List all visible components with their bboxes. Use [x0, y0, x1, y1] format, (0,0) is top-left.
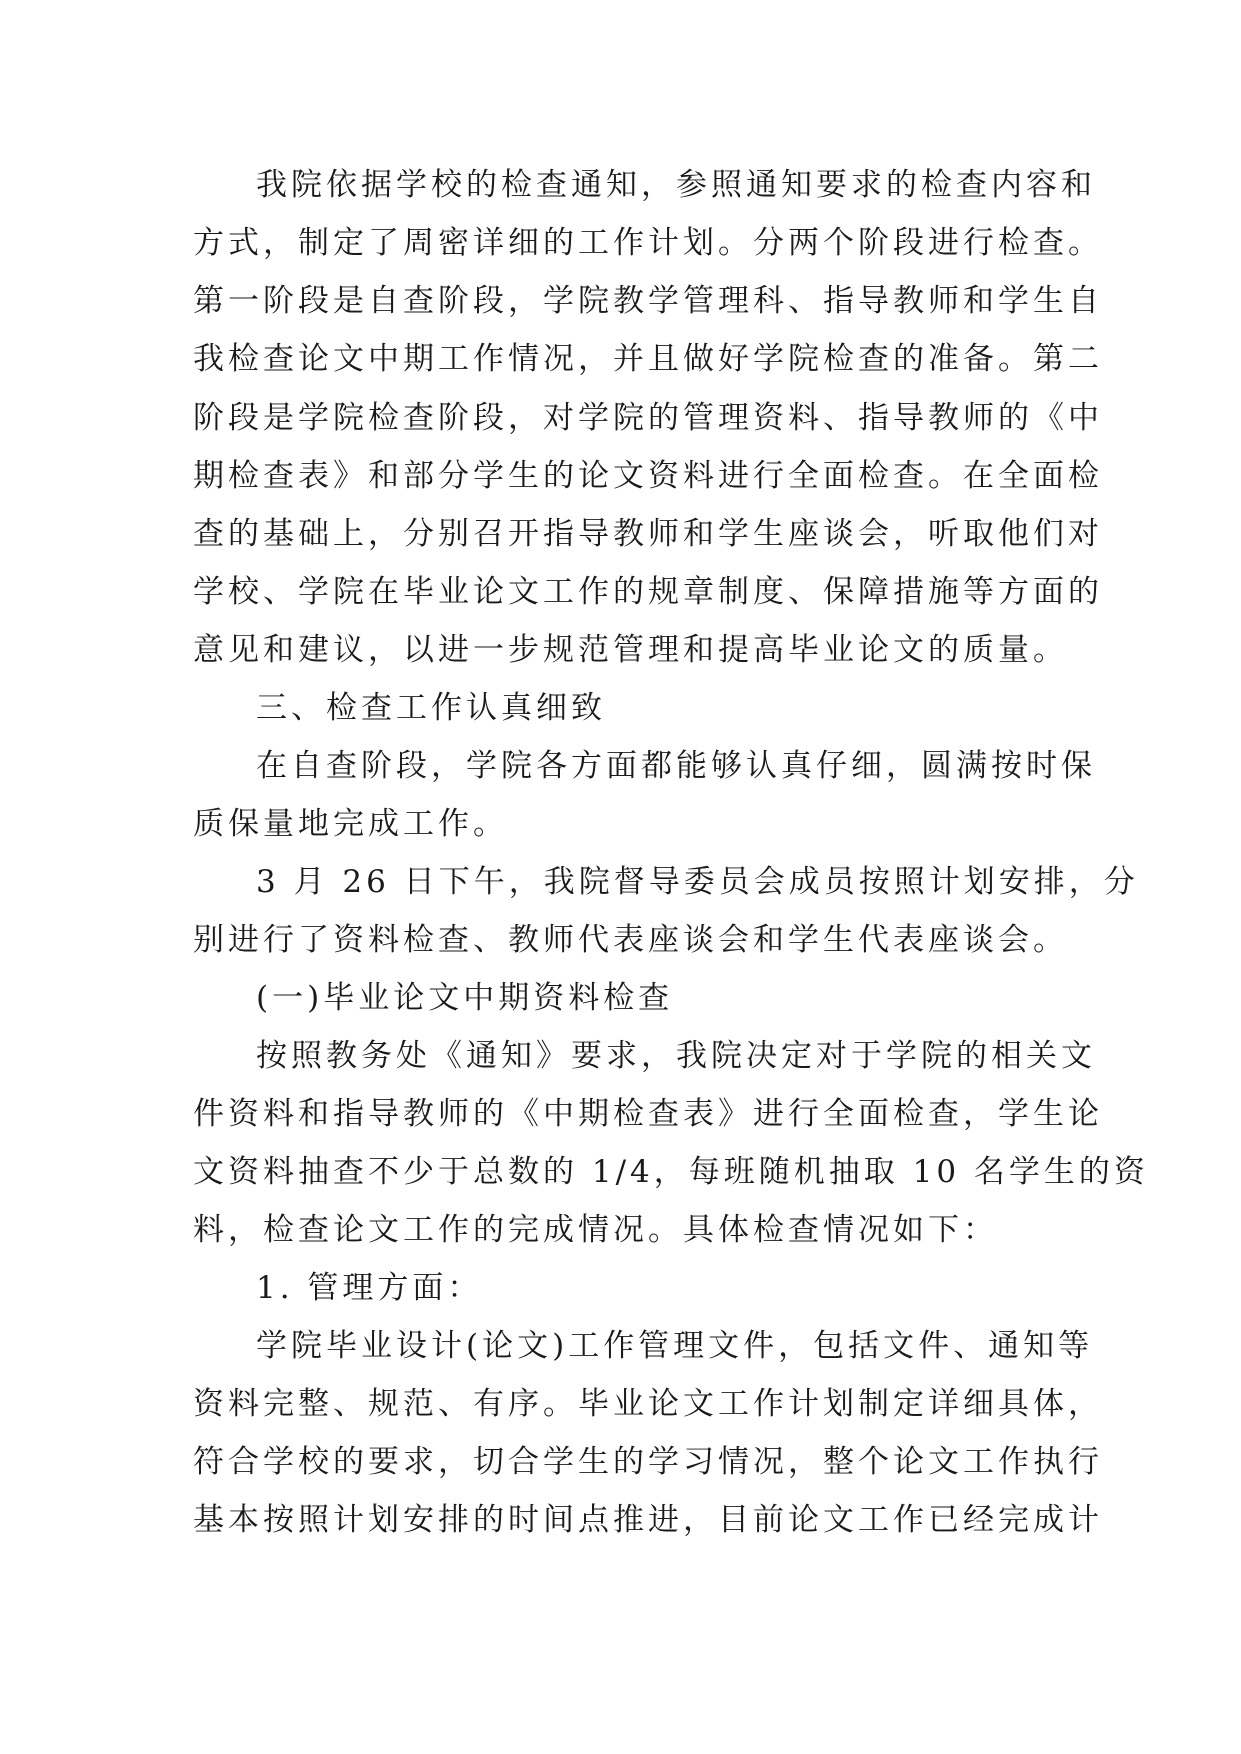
paragraph-line: 第一阶段是自查阶段，学院教学管理科、指导教师和学生自: [193, 283, 1103, 319]
paragraph-line: 方式，制定了周密详细的工作计划。分两个阶段进行检查。: [193, 225, 1103, 261]
paragraph-line: 3 月 26 日下午，我院督导委员会成员按照计划安排，分: [256, 864, 1139, 900]
paragraph-line: 我检查论文中期工作情况，并且做好学院检查的准备。第二: [193, 341, 1103, 377]
paragraph-line: 符合学校的要求，切合学生的学习情况，整个论文工作执行: [193, 1444, 1103, 1480]
paragraph-line: 查的基础上，分别召开指导教师和学生座谈会，听取他们对: [193, 516, 1103, 552]
paragraph-line: 我院依据学校的检查通知，参照通知要求的检查内容和: [256, 167, 1096, 203]
item-heading: 1. 管理方面：: [256, 1270, 483, 1306]
paragraph-line: 意见和建议，以进一步规范管理和提高毕业论文的质量。: [193, 632, 1068, 668]
paragraph-line: 件资料和指导教师的《中期检查表》进行全面检查，学生论: [193, 1096, 1103, 1132]
section-heading: 三、检查工作认真细致: [256, 690, 606, 726]
paragraph-line: 别进行了资料检查、教师代表座谈会和学生代表座谈会。: [193, 922, 1068, 958]
paragraph-line: 阶段是学院检查阶段，对学院的管理资料、指导教师的《中: [193, 400, 1103, 436]
paragraph-line: 按照教务处《通知》要求，我院决定对于学院的相关文: [256, 1038, 1096, 1074]
paragraph-line: 资料完整、规范、有序。毕业论文工作计划制定详细具体，: [193, 1386, 1103, 1422]
paragraph-line: 学校、学院在毕业论文工作的规章制度、保障措施等方面的: [193, 574, 1103, 610]
subsection-heading: (一)毕业论文中期资料检查: [256, 980, 674, 1016]
paragraph-line: 料，检查论文工作的完成情况。具体检查情况如下：: [193, 1212, 998, 1248]
paragraph-line: 质保量地完成工作。: [193, 806, 508, 842]
paragraph-line: 文资料抽查不少于总数的 1/4，每班随机抽取 10 名学生的资: [193, 1154, 1149, 1190]
paragraph-line: 基本按照计划安排的时间点推进，目前论文工作已经完成计: [193, 1502, 1103, 1538]
paragraph-line: 期检查表》和部分学生的论文资料进行全面检查。在全面检: [193, 458, 1103, 494]
paragraph-line: 学院毕业设计(论文)工作管理文件，包括文件、通知等: [256, 1328, 1094, 1364]
paragraph-line: 在自查阶段，学院各方面都能够认真仔细，圆满按时保: [256, 748, 1096, 784]
